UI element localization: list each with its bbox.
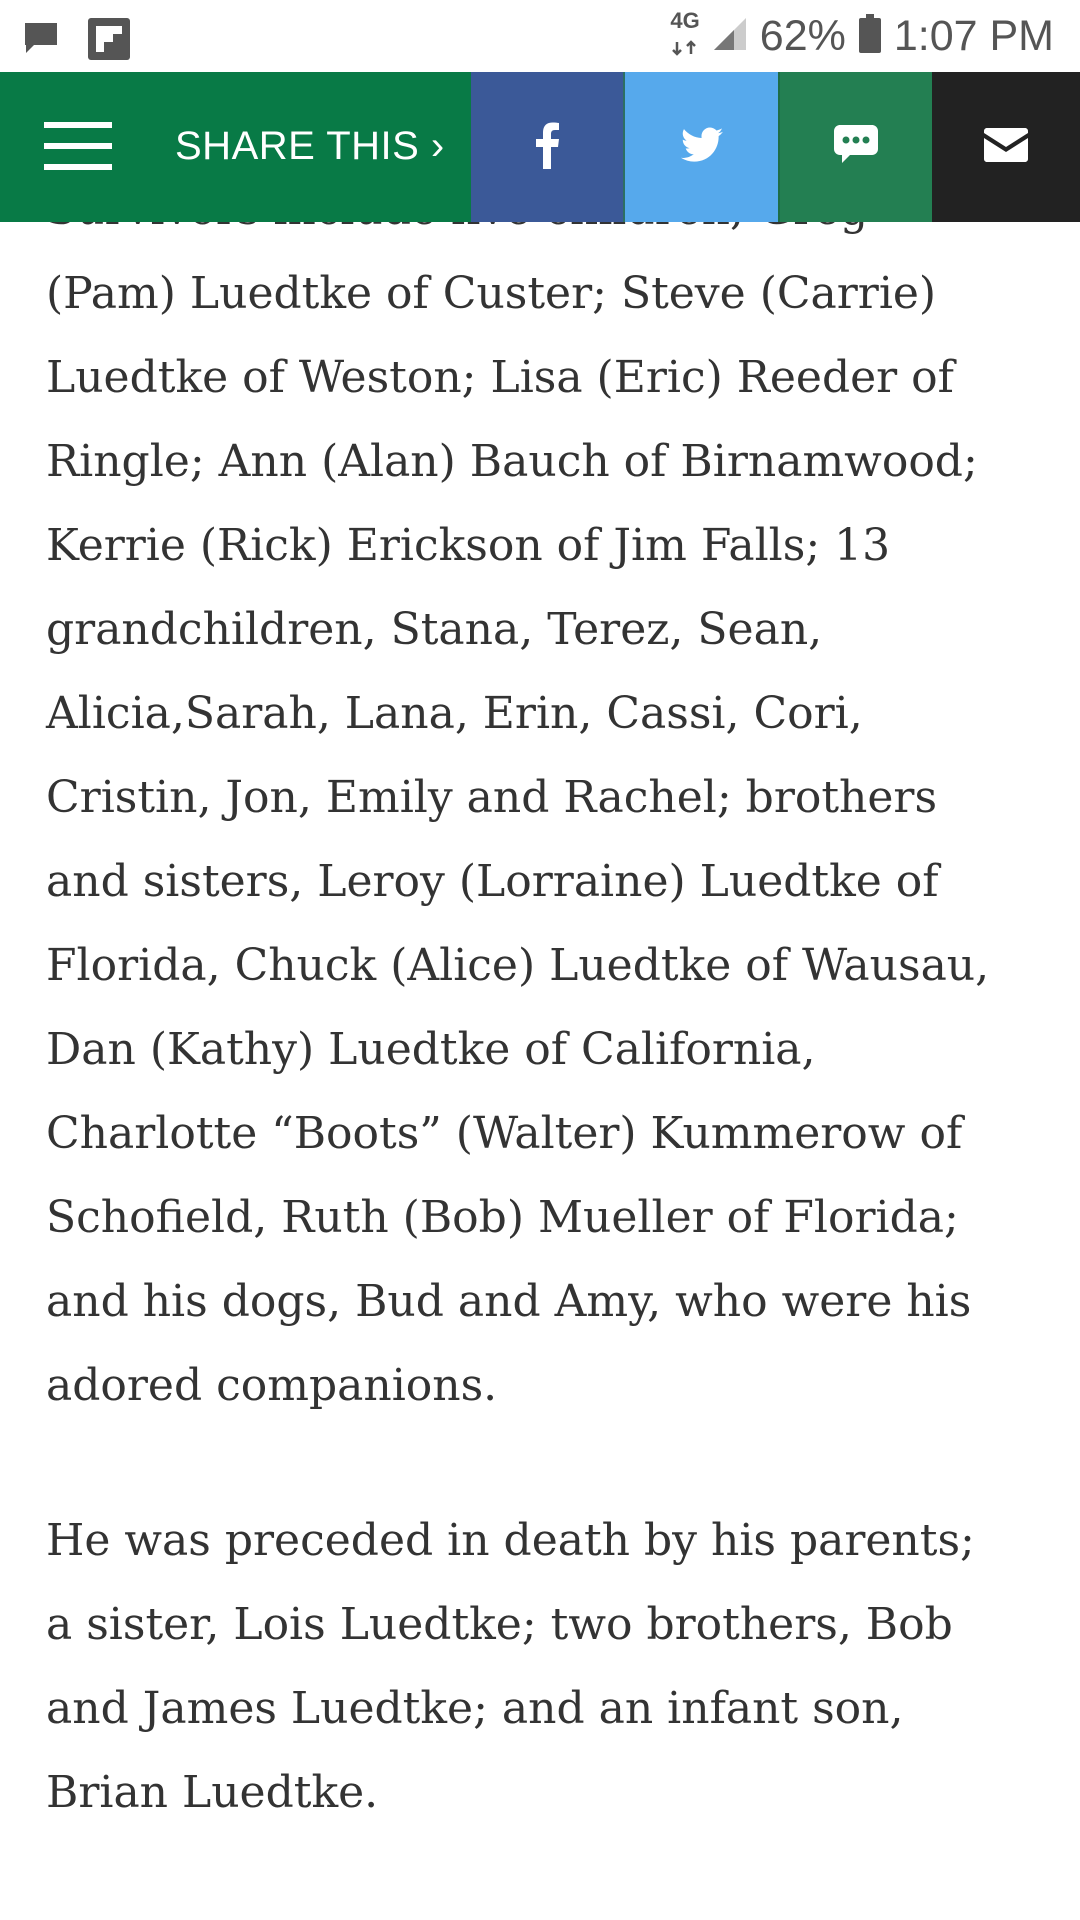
network-type-icon — [670, 8, 700, 56]
share-bar — [0, 72, 1080, 222]
network-label: 4G — [670, 8, 700, 33]
article-paragraph: (Pam) Luedtke of Custer; Steve (Carrie) Luedtke of Weston; Lisa (Eric) Reeder of Ringle; Ann (Alan) Bauch of Birnamwood; Kerrie (Rick) Erickson of Jim Falls; 13 grandchildren, Stana, Terez, Sean, Alicia,Sarah, Lana, Erin, Cassi, Cori, Cristin, Jon, Emily and Rachel; brothers and sisters, Leroy (Lorraine) Luedtke of Florida, Chuck (Alice) Luedtke of Wausau, Dan (Kathy) Luedtke of California, Charlotte “Boots” (Walter) Kummerow of Schofield, Ruth (Bob) Mueller of Florida; and his dogs, Bud and Amy, who were his adored companions. — [46, 268, 990, 1411]
chat-notification-icon — [22, 20, 60, 63]
article-paragraph: He was preceded in death by his parents; a sister, Lois Luedtke; two brothers, Bob and James Luedtke; and an infant son, Brian Luedtke. — [46, 1515, 975, 1818]
clock: 1:07 PM — [893, 11, 1054, 60]
email-share-button[interactable] — [932, 72, 1080, 222]
share-this-button[interactable]: SHARE THIS › — [175, 124, 445, 168]
facebook-share-button[interactable] — [471, 72, 623, 222]
sms-icon — [834, 125, 878, 170]
flipboard-icon — [88, 18, 130, 65]
email-icon — [984, 128, 1028, 167]
status-indicators — [670, 0, 1054, 72]
share-menu — [0, 72, 471, 222]
signal-icon — [712, 16, 748, 57]
sms-share-button[interactable] — [778, 72, 932, 222]
twitter-icon — [681, 127, 723, 168]
facebook-icon — [533, 121, 561, 174]
status-bar — [0, 0, 1080, 72]
hamburger-menu-icon[interactable] — [44, 122, 112, 170]
battery-icon — [858, 14, 882, 59]
article-body — [46, 168, 1036, 1835]
battery-percentage: 62% — [759, 11, 846, 60]
notification-icons — [22, 18, 130, 65]
twitter-share-button[interactable] — [623, 72, 778, 222]
